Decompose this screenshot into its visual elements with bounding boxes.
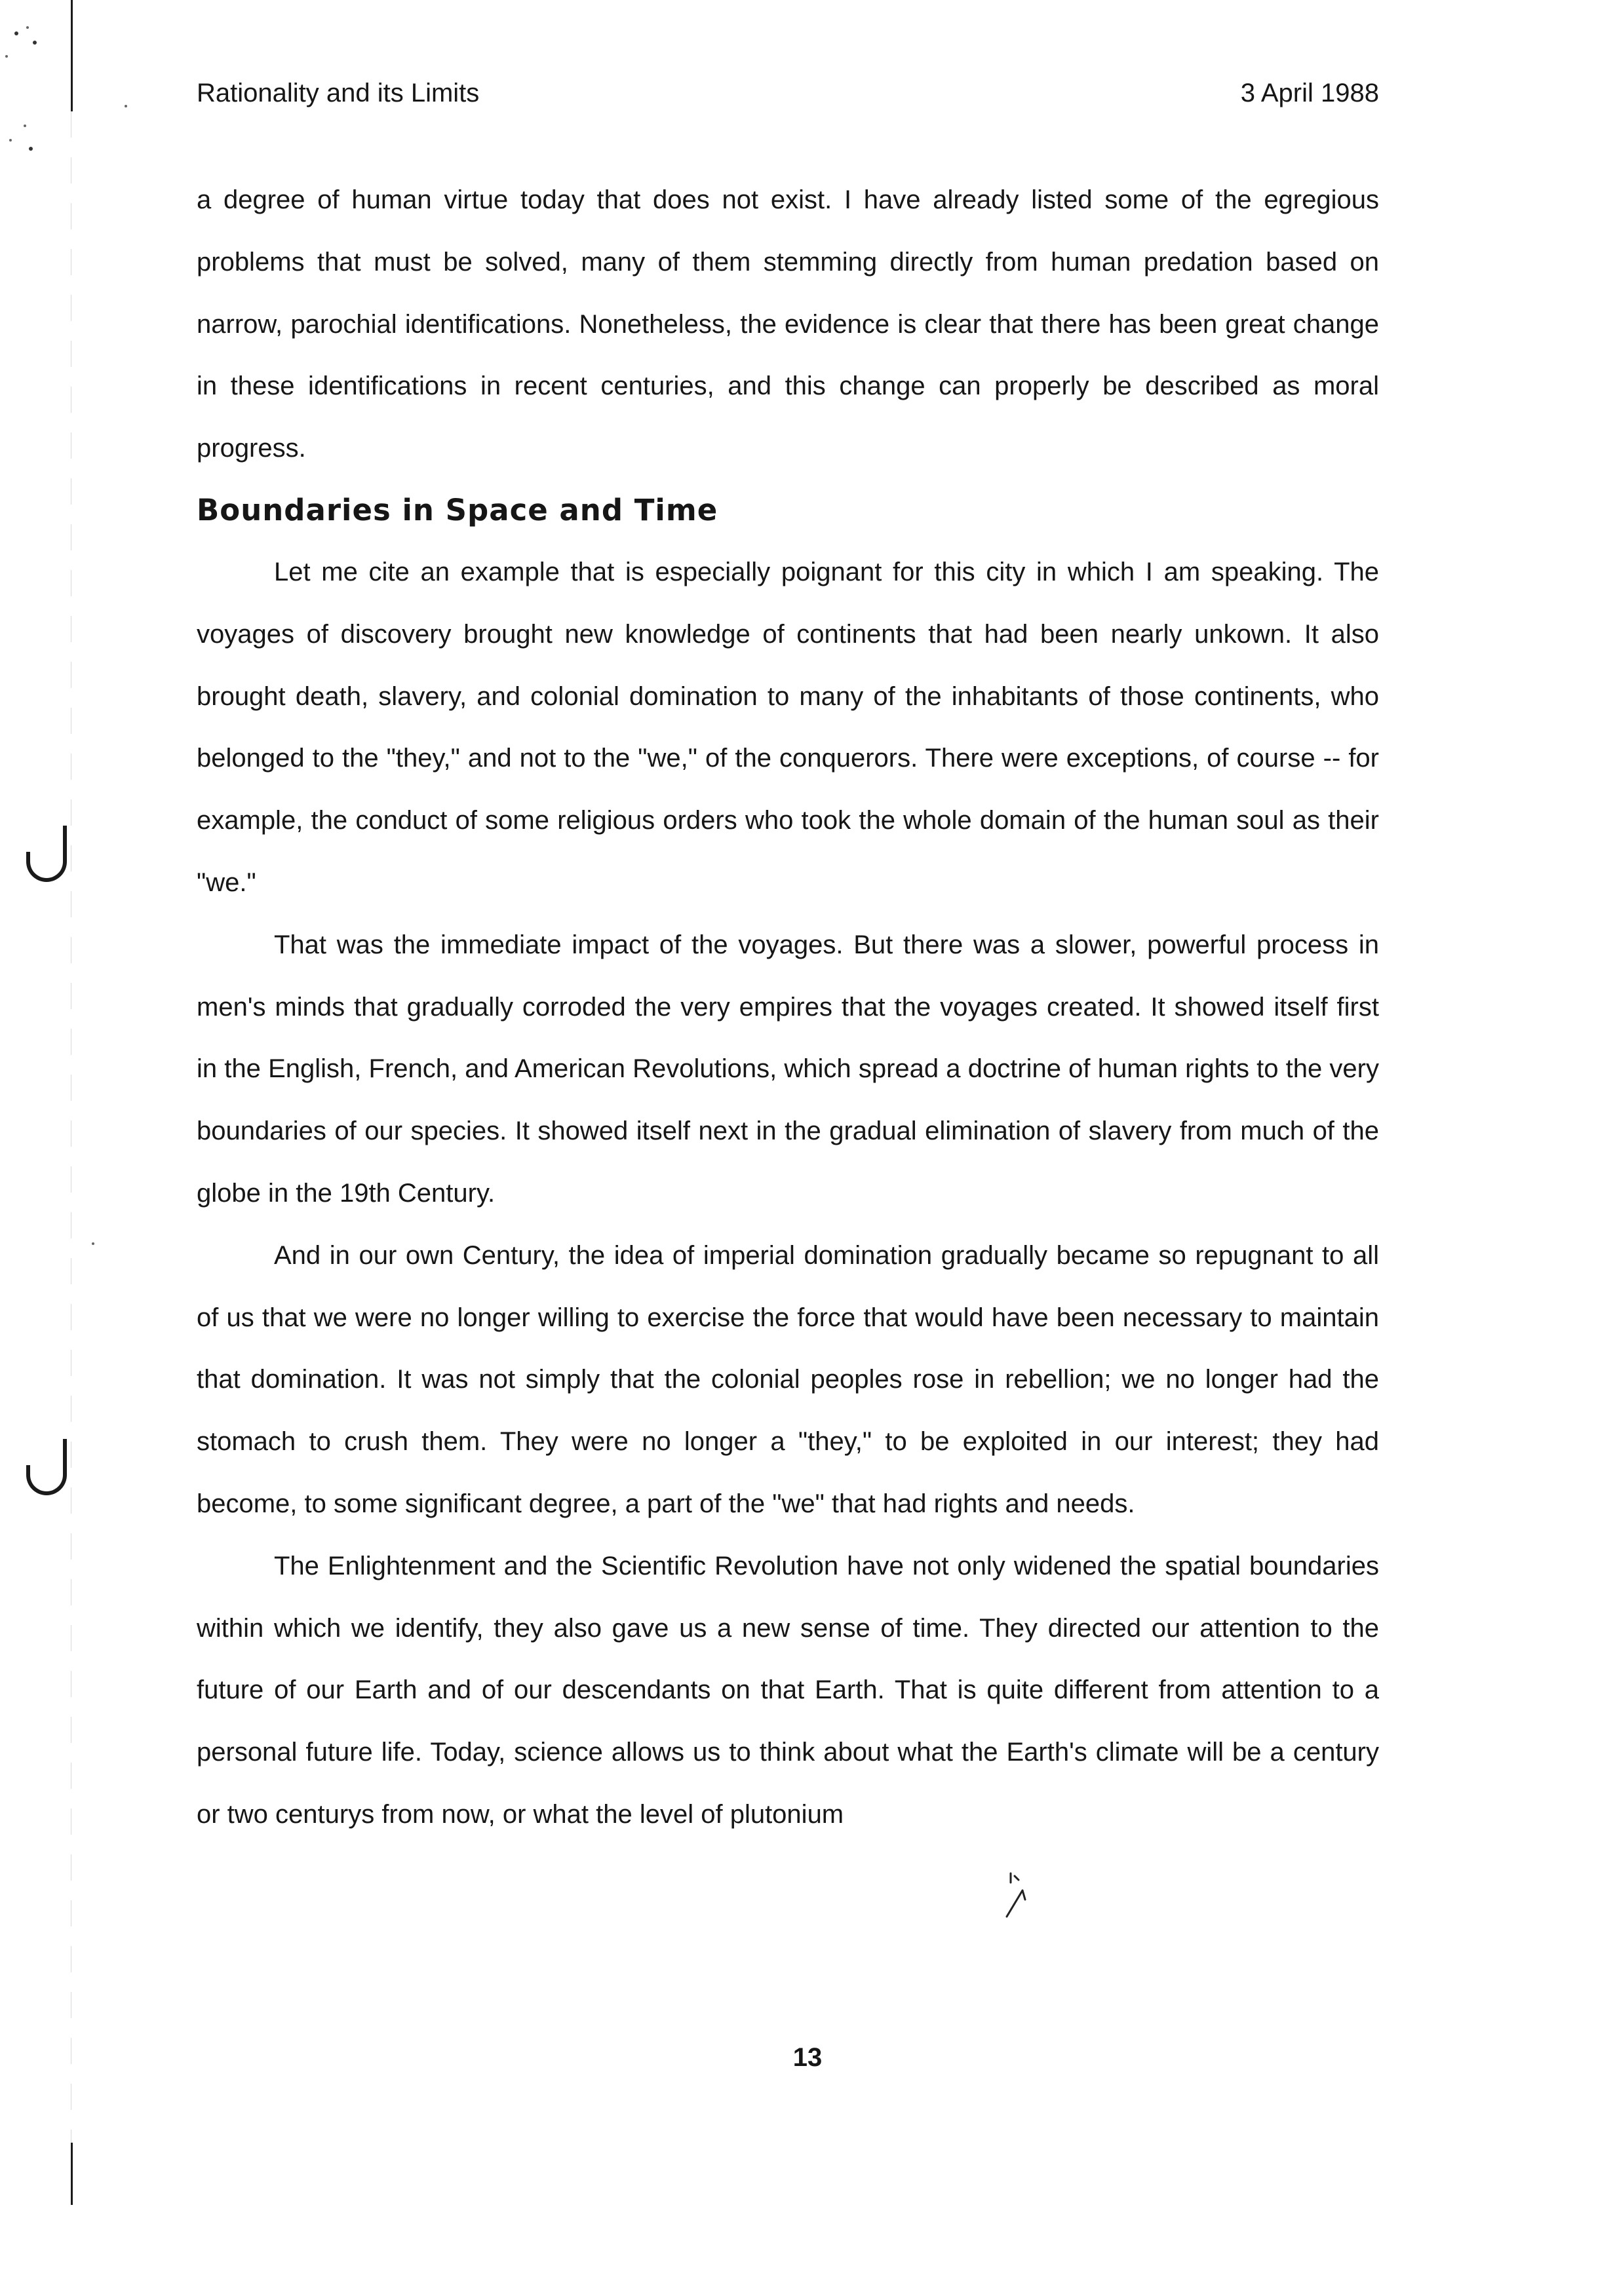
section-heading: Boundaries in Space and Time [197,492,718,527]
scan-speck [14,31,18,35]
scan-speck [26,26,29,29]
running-header [197,73,1379,113]
paragraph: The Enlightenment and the Scientific Revolution have not only widened the spatial boundaries within which we identify, they also gave us a new sense of time. They directed our attention to the future of our Earth and of our descendants on that Earth. That is quite different from attention to a personal future life. Today, science allows us to think about what the Earth's climate will be a century or two centurys from now, or what the level of plutonium [197,1551,1379,1829]
scan-speck [24,124,26,127]
scan-speck [9,139,12,142]
paragraph: a degree of human virtue today that does not exist. I have already listed some of the egregious problems that must be solved, many of them stemming directly from human predation based on narrow, parochial identifications. Nonetheless, the evidence is clear that there has been great change in these identifications in recent centuries, and this change can properly be described as moral progress. [197,185,1379,463]
scan-speck [33,41,37,45]
paragraph: And in our own Century, the idea of imperial domination gradually became so repugnant to all of us that we were no longer willing to exercise the force that would have been necessary to maintain that domination. It was not simply that the colonial peoples rose in rebellion; we no longer had the stomach to crush them. They were no longer a "they," to be exploited in our interest; they had become, to some significant degree, a part of the "we" that had rights and needs. [197,1240,1379,1518]
scan-edge-line-bottom [71,2143,73,2205]
scan-speck [29,147,33,151]
scan-edge-line-top [71,0,73,111]
document-title: Rationality and its Limits [197,79,480,107]
punch-hole-mark-icon [26,852,67,882]
handwritten-correction-mark [1003,1871,1029,1923]
scan-speck [92,1242,94,1245]
scan-speck [125,105,127,107]
punch-hole-mark-icon [26,1465,67,1495]
paragraph: Let me cite an example that is especially poignant for this city in which I am speaking. The voyages of discovery brought new knowledge of continents that had been nearly unkown. It also brought death, slavery, and colonial domination to many of the inhabitants of those continents, who belonged to the "they," and not to the "we," of the conquerors. There were exceptions, of course -- for example, the conduct of some religious orders who took the whole domain of the human soul as their "we." [197,557,1379,897]
paragraph: That was the immediate impact of the voyages. But there was a slower, powerful process in men's minds that gradually corroded the very empires that the voyages created. It showed itself first in the English, French, and American Revolutions, which spread a doctrine of human rights to the very boundaries of our species. It showed itself next in the gradual elimination of slavery from much of the globe in the 19th Century. [197,930,1379,1208]
document-date: 3 April 1988 [1240,79,1379,107]
body-text [197,169,1379,1846]
scan-speck [5,55,8,58]
page-number: 13 [792,2043,823,2072]
